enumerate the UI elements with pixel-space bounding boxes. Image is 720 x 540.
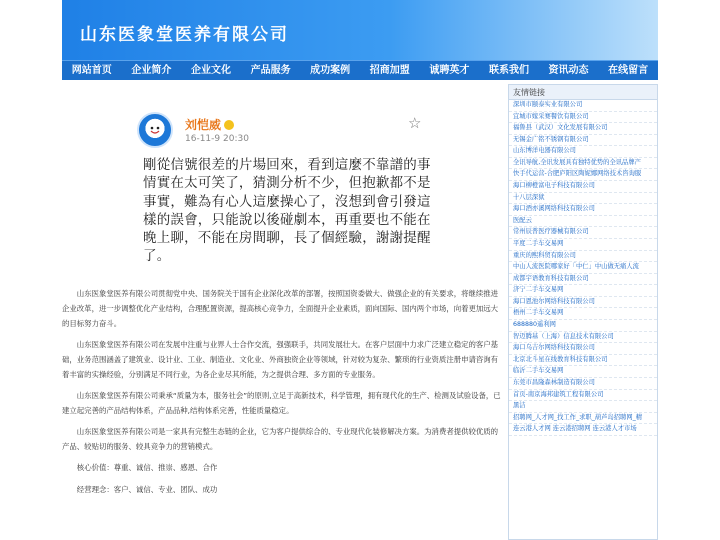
friend-link[interactable]: 医配云 (509, 216, 657, 228)
nav-item-contact[interactable]: 联系我们 (488, 65, 529, 76)
nav-item-franchise[interactable]: 招商加盟 (369, 65, 410, 76)
business-philosophy: 经营理念：客户、诚信、专业、团队、成功 (76, 485, 218, 494)
intro-paragraph-1: 山东医象堂医养有限公司贯彻党中央、国务院关于国有企业深化改革的部署，按照国资委做大、做强企业的有关要求，将继续推进企业改革，进一步调整优化产业结构，合理配置资源，提高核心竞争力，全面提升企业素质，面向国际、国内两个市场，向着更加远大的目标努力奋斗。 (62, 289, 499, 328)
friend-link[interactable]: 海口乌吉尔网络科技有限公司 (509, 343, 657, 355)
friend-link[interactable]: 北京北斗星在线教育科技有限公司 (509, 355, 657, 367)
site-header (62, 0, 658, 60)
nav-item-home[interactable]: 网站首页 (71, 65, 112, 76)
core-values: 核心价值：尊重、诚信、推崇、感恩、合作 (76, 463, 218, 472)
nav-item-news[interactable]: 资讯动态 (548, 65, 589, 76)
poster-name[interactable] (185, 116, 234, 133)
friend-link[interactable]: 首页-南京海邦建筑工程有限公司 (509, 390, 657, 402)
friend-link[interactable]: 常州辰普医疗器械有限公司 (509, 227, 657, 239)
poster-name-text: 刘恺威 (185, 118, 222, 132)
friend-link[interactable]: 平度二手车交易网 (509, 239, 657, 251)
avatar-face-icon (148, 125, 162, 135)
nav-item-about[interactable]: 企业简介 (131, 65, 172, 76)
friend-link[interactable]: 快手代运营-合肥庐阳区陶妮娜网络技术咨询服 (509, 169, 657, 181)
nav-item-cases[interactable]: 成功案例 (310, 65, 351, 76)
friend-link[interactable]: 成都宇语教育科技有限公司 (509, 274, 657, 286)
friend-links-list (509, 100, 657, 436)
friend-link[interactable]: 山东博洋电器有限公司 (509, 146, 657, 158)
verified-badge-icon (224, 120, 234, 130)
intro-paragraph-2: 山东医象堂医养有限公司在发展中注重与业界人士合作交流，强强联手，共同发展壮大。在客户层面中力求广泛建立稳定的客户基础，业务范围涵盖了建筑业、设计业、工业、制造业、文化业、外商独资企业等领域，针对较为复杂、繁琐的行业资质注册申请咨询有着丰富的实操经验，分别满足不同行业，为各企业尽其所能，为之提供合理、多方面的专业服务。 (62, 340, 499, 379)
friend-link[interactable]: 全讯导航,全讯发展具有独特优势的全讯品牌产 (509, 158, 657, 170)
friend-link[interactable]: 连云港人才网 连云港招聘网 连云港人才市场 (509, 424, 657, 436)
friend-link[interactable]: 无锡金广铭不锈钢有限公司 (509, 135, 657, 147)
main-nav (62, 60, 658, 80)
friend-link[interactable]: 海口恩池尔网络科技有限公司 (509, 297, 657, 309)
star-icon[interactable]: ☆ (408, 114, 422, 132)
friend-link[interactable]: 688880遥利网 (509, 320, 657, 332)
friend-links-title: 友情链接 (509, 85, 657, 100)
friend-link[interactable]: 海口酒亦溪网络科技有限公司 (509, 204, 657, 216)
company-intro (62, 286, 502, 504)
nav-item-culture[interactable]: 企业文化 (190, 65, 231, 76)
friend-link[interactable]: 重庆的熙科贸有限公司 (509, 251, 657, 263)
friend-link[interactable]: 临沂二手车交易网 (509, 366, 657, 378)
friend-link[interactable]: 宜城市嫁采赛餐饮有限公司 (509, 112, 657, 124)
friend-link[interactable]: 济宁二手车交易网 (509, 285, 657, 297)
post-text: 剛從信號很差的片場回來，看到這麼不靠譜的事情實在太可笑了，猜測分析不少，但抱歉都不是事實，難為有心人這麼操心了，沒想到會引發這樣的誤會，只能說以後碰劇本，再重要也不能在晚上聊，不能在房間聊，長了個經驗，謝謝提醒了。 (143, 157, 431, 265)
friend-link[interactable]: 智迈腾基（上海）信息技术有限公司 (509, 332, 657, 344)
post-timestamp: 16-11-9 20:30 (185, 134, 249, 144)
avatar[interactable] (137, 112, 173, 148)
friend-link[interactable]: 深圳市颐泰实业有限公司 (509, 100, 657, 112)
site-title: 山东医象堂医养有限公司 (80, 25, 289, 45)
friend-link[interactable]: 十八层深狱 (509, 193, 657, 205)
social-post-card (137, 108, 437, 278)
friend-link[interactable]: 招聘网_人才网_找工作_求职_葫芦岛招聘网_精 (509, 413, 657, 425)
nav-item-careers[interactable]: 诚聘英才 (429, 65, 470, 76)
friend-link[interactable]: 中山人流医院哪家好「中仁」中山做无痛人流 (509, 262, 657, 274)
friend-link[interactable]: 海口柳橙富电子科技有限公司 (509, 181, 657, 193)
friend-links-panel (508, 84, 658, 540)
friend-link[interactable]: 东莞市昌隆森林制造有限公司 (509, 378, 657, 390)
nav-item-services[interactable]: 产品服务 (250, 65, 291, 76)
intro-paragraph-4: 山东医象堂医养有限公司是一家具有完整生态链的企业，它为客户提供综合的、专业现代化装修解决方案。为消费者提供较优质的产品、较贴切的服务、较具竞争力的营销模式。 (62, 427, 499, 451)
friend-link[interactable]: 梧州二手车交易网 (509, 308, 657, 320)
nav-item-message[interactable]: 在线留言 (608, 65, 649, 76)
intro-paragraph-3: 山东医象堂医养有限公司秉承“质量为本，服务社会”的原则,立足于高新技术，科学管理，拥有现代化的生产、检测及试验设备，已建立起完善的产品结构体系，产品品种,结构体系完善，性能质量稳定。 (62, 391, 501, 415)
friend-link[interactable]: 黑洁 (509, 401, 657, 413)
friend-link[interactable]: 福鲁县（武汉）文化发展有限公司 (509, 123, 657, 135)
